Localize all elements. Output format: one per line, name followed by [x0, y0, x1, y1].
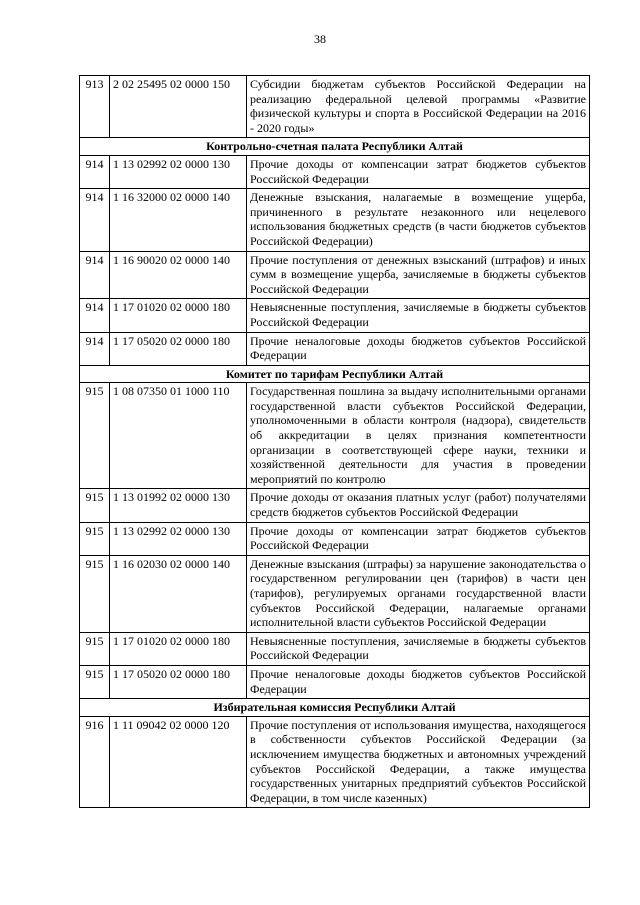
section-header-row	[80, 699, 590, 717]
table-row	[80, 76, 590, 138]
revenue-code-cell: 1 13 02992 02 0000 130	[110, 155, 247, 188]
revenue-name-cell: Субсидии бюджетам субъектов Российской Федерации на реализацию федеральной целевой программы «Развитие физической культуры и спорта в Российской Федерации на 2016 - 2020 годы»	[247, 76, 590, 138]
page-number: 38	[314, 32, 326, 46]
revenue-name-cell: Прочие доходы от оказания платных услуг (работ) получателями средств бюджетов субъектов Российской Федерации	[247, 489, 590, 522]
admin-code-cell: 914	[80, 332, 110, 365]
admin-code-cell: 915	[80, 555, 110, 632]
table-row	[80, 665, 590, 698]
revenue-name-cell: Прочие поступления от использования имущества, находящегося в собственности субъектов Российской Федерации (за исключением имущества бюджетных и автономных учреждений субъектов Российской Федерации, а также имущества государственных унитарных предприятий субъектов Российской Федерации, в том числе казенных)	[247, 716, 590, 808]
section-header-row	[80, 365, 590, 383]
table-row	[80, 632, 590, 665]
revenue-code-cell: 1 16 90020 02 0000 140	[110, 251, 247, 299]
admin-code-cell: 913	[80, 76, 110, 138]
revenue-name-cell: Прочие доходы от компенсации затрат бюджетов субъектов Российской Федерации	[247, 155, 590, 188]
admin-code-cell: 915	[80, 522, 110, 555]
admin-code-cell: 914	[80, 155, 110, 188]
admin-code-cell: 915	[80, 383, 110, 489]
revenue-name-cell: Невыясненные поступления, зачисляемые в бюджеты субъектов Российской Федерации	[247, 632, 590, 665]
revenue-name-cell: Невыясненные поступления, зачисляемые в бюджеты субъектов Российской Федерации	[247, 299, 590, 332]
admin-code-cell: 915	[80, 632, 110, 665]
section-title: Комитет по тарифам Республики Алтай	[80, 365, 590, 383]
admin-code-cell: 915	[80, 665, 110, 698]
revenue-code-cell: 1 16 02030 02 0000 140	[110, 555, 247, 632]
revenue-code-cell: 1 11 09042 02 0000 120	[110, 716, 247, 808]
table-row	[80, 555, 590, 632]
revenue-name-cell: Денежные взыскания, налагаемые в возмещение ущерба, причиненного в результате незаконного или нецелевого использования бюджетных средств (в части бюджетов субъектов Российской Федерации)	[247, 189, 590, 251]
table-row	[80, 299, 590, 332]
section-header-row	[80, 138, 590, 156]
table-row	[80, 383, 590, 489]
revenue-name-cell: Прочие неналоговые доходы бюджетов субъектов Российской Федерации	[247, 332, 590, 365]
revenue-code-cell: 1 13 02992 02 0000 130	[110, 522, 247, 555]
table-row	[80, 332, 590, 365]
admin-code-cell: 915	[80, 489, 110, 522]
revenue-code-cell: 1 13 01992 02 0000 130	[110, 489, 247, 522]
revenue-name-cell: Государственная пошлина за выдачу исполнительными органами государственной власти субъектов Российской Федерации, уполномоченными в области контроля (надзора), свидетельств об аккредитации в целях признания компетентности организации в соответствующей сфере науки, техники и хозяйственной деятельности для участия в проведении мероприятий по контролю	[247, 383, 590, 489]
table-body	[80, 76, 590, 808]
admin-code-cell: 914	[80, 299, 110, 332]
revenue-code-cell: 2 02 25495 02 0000 150	[110, 76, 247, 138]
revenue-name-cell: Денежные взыскания (штрафы) за нарушение законодательства о государственном регулировании цен (тарифов) в части цен (тарифов), регулируемых органами государственной власти субъектов Российской Федерации, налагаемые органами исполнительной власти субъектов Российской Федерации	[247, 555, 590, 632]
table-row	[80, 716, 590, 808]
admin-code-cell: 916	[80, 716, 110, 808]
revenue-code-cell: 1 08 07350 01 1000 110	[110, 383, 247, 489]
table-row	[80, 189, 590, 251]
table-row	[80, 489, 590, 522]
revenue-name-cell: Прочие доходы от компенсации затрат бюджетов субъектов Российской Федерации	[247, 522, 590, 555]
table-row	[80, 251, 590, 299]
revenue-code-cell: 1 17 01020 02 0000 180	[110, 632, 247, 665]
revenue-name-cell: Прочие неналоговые доходы бюджетов субъектов Российской Федерации	[247, 665, 590, 698]
section-title: Избирательная комиссия Республики Алтай	[80, 699, 590, 717]
revenue-codes-table	[79, 75, 590, 808]
table-row	[80, 155, 590, 188]
revenue-code-cell: 1 17 05020 02 0000 180	[110, 665, 247, 698]
revenue-code-cell: 1 17 01020 02 0000 180	[110, 299, 247, 332]
admin-code-cell: 914	[80, 251, 110, 299]
revenue-code-cell: 1 16 32000 02 0000 140	[110, 189, 247, 251]
revenue-code-cell: 1 17 05020 02 0000 180	[110, 332, 247, 365]
table-row	[80, 522, 590, 555]
section-title: Контрольно-счетная палата Республики Алтай	[80, 138, 590, 156]
revenue-name-cell: Прочие поступления от денежных взысканий (штрафов) и иных сумм в возмещение ущерба, зачисляемые в бюджеты субъектов Российской Федерации	[247, 251, 590, 299]
admin-code-cell: 914	[80, 189, 110, 251]
